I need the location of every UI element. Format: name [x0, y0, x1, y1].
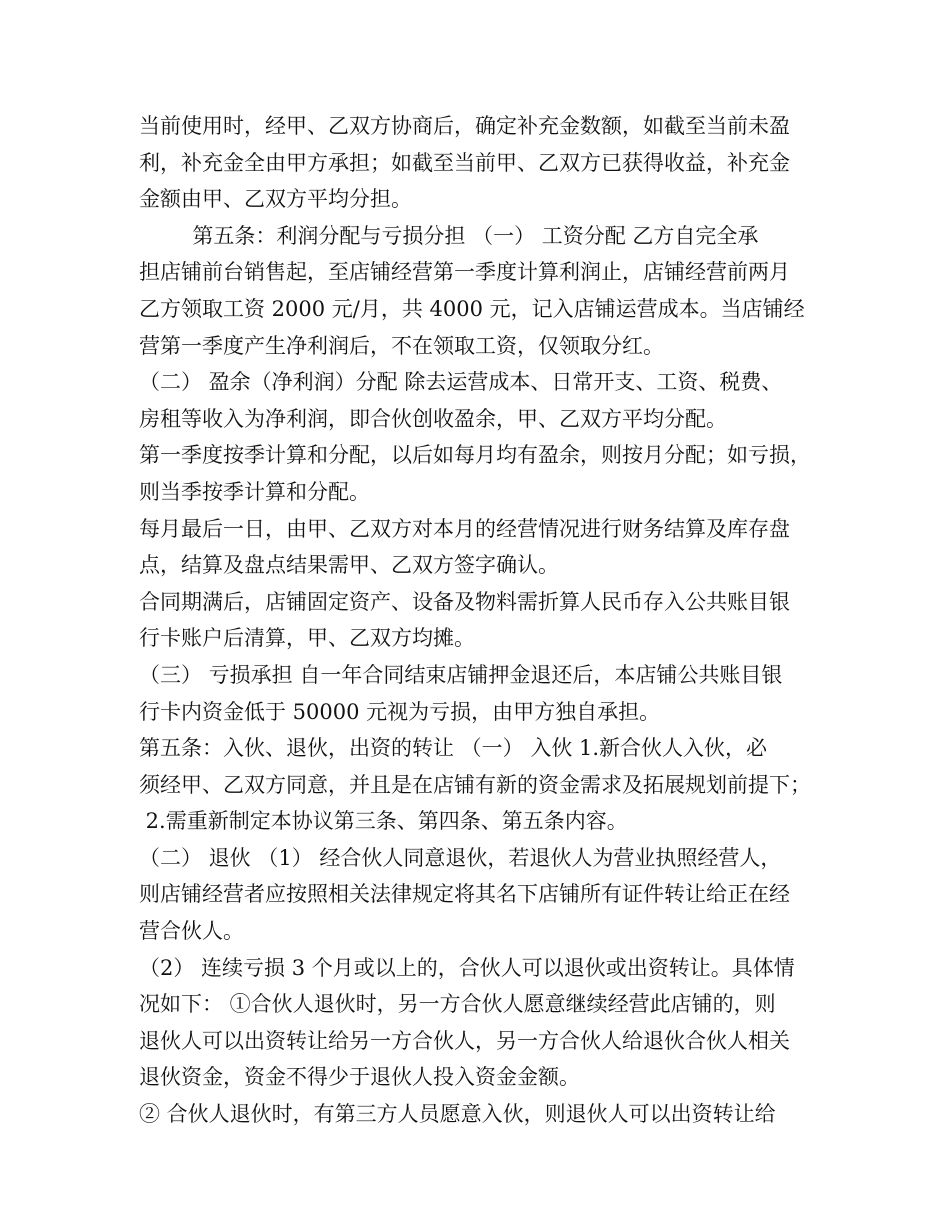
text-line: 退伙资金，资金不得少于退伙人投入资金金额。 — [139, 1065, 580, 1090]
text-line: 须经甲、乙双方同意，并且是在店铺有新的资金需求及拓展规划前提下； — [139, 772, 811, 797]
text-line: 第五条：利润分配与亏损分担 （一） 工资分配 乙方自完全承 — [139, 223, 759, 248]
text-line: 则当季按季计算和分配。 — [139, 479, 370, 504]
text-line: 每月最后一日，由甲、乙双方对本月的经营情况进行财务结算及库存盘 — [139, 516, 790, 541]
text-line: （三） 亏损承担 自一年合同结束店铺押金退还后，本店铺公共账目银 — [139, 662, 783, 687]
text-line: 担店铺前台销售起，至店铺经营第一季度计算利润止，店铺经营前两月 — [139, 260, 790, 285]
text-line: 营第一季度产生净利润后，不在领取工资，仅领取分红。 — [139, 333, 664, 358]
text-line: 行卡账户后清算，甲、乙双方均摊。 — [139, 626, 475, 651]
text-line: 况如下： ①合伙人退伙时，另一方合伙人愿意继续经营此店铺的，则 — [139, 992, 776, 1017]
text-line: 利，补充金全由甲方承担；如截至当前甲、乙双方已获得收益，补充金 — [139, 150, 790, 175]
text-line: 乙方领取工资 2000 元/月，共 4000 元，记入店铺运营成本。当店铺经 — [139, 296, 805, 321]
text-line: 第一季度按季计算和分配，以后如每月均有盈余，则按月分配；如亏损， — [139, 443, 811, 468]
text-line: 则店铺经营者应按照相关法律规定将其名下店铺所有证件转让给正在经 — [139, 882, 790, 907]
text-line: 当前使用时，经甲、乙双方协商后，确定补充金数额，如截至当前未盈 — [139, 114, 790, 138]
text-line: 金额由甲、乙双方平均分担。 — [139, 187, 412, 212]
text-line: 2.需重新制定本协议第三条、第四条、第五条内容。 — [139, 809, 628, 834]
text-line: 合同期满后，店铺固定资产、设备及物料需折算人民币存入公共账目银 — [139, 589, 790, 614]
text-line: （二） 盈余（净利润）分配 除去运营成本、日常开支、工资、税费、 — [139, 370, 783, 395]
document-body — [139, 108, 829, 1133]
text-line: 行卡内资金低于 50000 元视为亏损，由甲方独自承担。 — [139, 699, 661, 724]
text-line: 营合伙人。 — [139, 919, 244, 944]
text-line: （二） 退伙 （1） 经合伙人同意退伙，若退伙人为营业执照经营人， — [139, 845, 782, 870]
text-line: 退伙人可以出资转让给另一方合伙人，另一方合伙人给退伙合伙人相关 — [139, 1028, 790, 1053]
text-line: 点，结算及盘点结果需甲、乙双方签字确认。 — [139, 553, 559, 578]
text-line: 第五条：入伙、退伙，出资的转让 （一） 入伙 1.新合伙人入伙，必 — [139, 736, 768, 761]
text-line: （2） 连续亏损 3 个月或以上的，合伙人可以退伙或出资转让。具体情 — [139, 955, 795, 980]
text-line: 房租等收入为净利润，即合伙创收盈余，甲、乙双方平均分配。 — [139, 406, 727, 431]
text-line: ② 合伙人退伙时，有第三方人员愿意入伙，则退伙人可以出资转让给 — [139, 1102, 776, 1127]
